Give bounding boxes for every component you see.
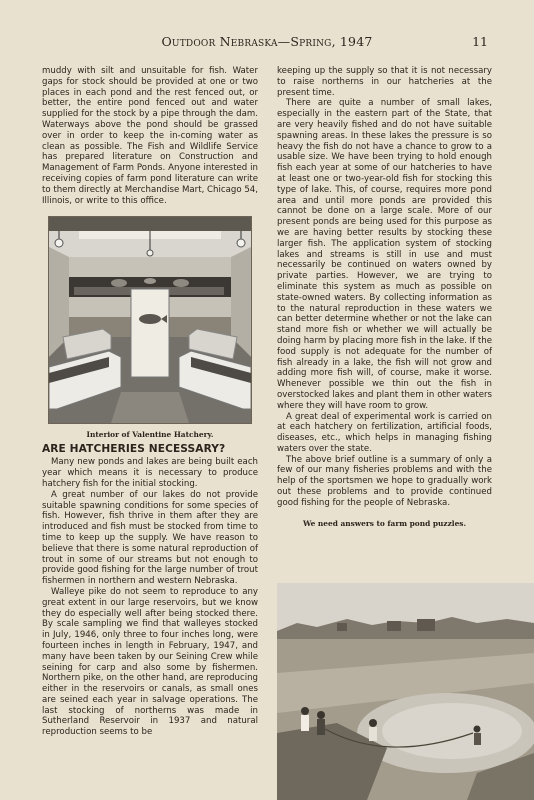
body-paragraph: A great deal of experimental work is carried on at each hatchery on fertilization, artificial foods, diseases, etc., which helps in managing fishing waters over the state. — [277, 411, 492, 454]
body-paragraph: The above brief outline is a summary of only a few of our many fisheries problems and with the help of the sportsmen we hope to gradually work out these problems and to provide continued good fishing for the people of Nebraska. — [277, 454, 492, 508]
farm-pond-illustration — [277, 583, 534, 800]
running-title: Outdoor Nebraska—Spring, 1947 — [161, 34, 373, 49]
section-heading: ARE HATCHERIES NECESSARY? — [42, 443, 226, 456]
photo-caption-hatchery: Interior of Valentine Hatchery. — [86, 430, 214, 440]
body-paragraph: A great number of our lakes do not provide suitable spawning conditions for some species of fish. However, fish thrive in them after they are introduced and fish must be stocked from time to time to keep up the supply. We have reason to believe that there is some natural reproduction of trout in some of our streams but not enough to provide good fishing for the large number of trout fishermen in northern and western Nebraska. — [42, 489, 258, 587]
running-head — [0, 34, 534, 54]
body-paragraph: There are quite a number of small lakes, especially in the eastern part of the State, that are very heavily fished and do not have suitable spawning areas. In these lakes the pressure is so heavy the fish do not have a chance to grow to a usable size. We have been trying to hold enough fish each year at some of our hatcheries to have at least one or two-year-old fish for stocking this type of lake. This, of course, requires more pond area and until more ponds are provided this cannot be done on a large scale. More of our present ponds are being used for this purpose as we are having better results by stocking these larger fish. The application system of stocking lakes and streams is still in use and must necessarily be continued on waters owned by private parties. However, we are trying to eliminate this system as much as possible on state-owned waters. By collecting information as to the natural reproduction in these waters we can better determine whether or not the lake can stand more fish or whether we will actually be doing harm by placing more fish in the lake. If the food supply is not adequate for the number of fish already in a lake, the fish will not grow and adding more fish will, of course, make it worse. Whenever possible we thin out the fish in overstocked lakes and plant them in other waters where they will have room to grow. — [277, 98, 492, 411]
intro-paragraph: muddy with silt and unsuitable for fish. Water gaps for stock should be provided at one or two places in each pond and the rest fenced out, or better, the entire pond fenced out and water supplied for the stock by a pipe through the dam. Waterways above the pond should be grassed over in order to keep the in-coming water as clean as possible. The Fish and Wildlife Service has prepared literature on Construction and Management of Farm Ponds. Anyone interested in receiving copies of farm pond literature can write to them directly at Merchandise Mart, Chicago 54, Illinois, or write to this office. — [42, 66, 258, 206]
body-paragraph: Walleye pike do not seem to reproduce to any great extent in our large reservoirs, but we know they do especially well after being stocked there. By scale sampling we find that walleyes stocked in July, 1946, only three to four inches long, were fourteen inches in length in February, 1947, and many have been taken by our Seining Crew while seining for carp and also some by fishermen. Northern pike, on the other hand, are reproducing either in the reservoirs or canals, as small ones are seined each year in salvage operations. The last stocking of northerns was made in Sutherland Reservoir in 1937 and natural reproduction seems to be — [42, 586, 258, 738]
hatchery-interior-illustration — [49, 217, 251, 423]
page-number: 11 — [472, 34, 488, 49]
farm-pond-photo — [277, 583, 534, 800]
right-column — [277, 66, 492, 532]
body-paragraph: keeping up the supply so that it is not necessary to raise northerns in our hatcheries at the present time. — [277, 66, 492, 98]
body-paragraph: Many new ponds and lakes are being built each year which means it is necessary to produce hatchery fish for the initial stocking. — [42, 457, 258, 489]
photo-caption-farm-pond: We need answers to farm pond puzzles. — [302, 518, 467, 528]
left-column — [42, 66, 258, 738]
hatchery-interior-photo — [48, 216, 252, 424]
